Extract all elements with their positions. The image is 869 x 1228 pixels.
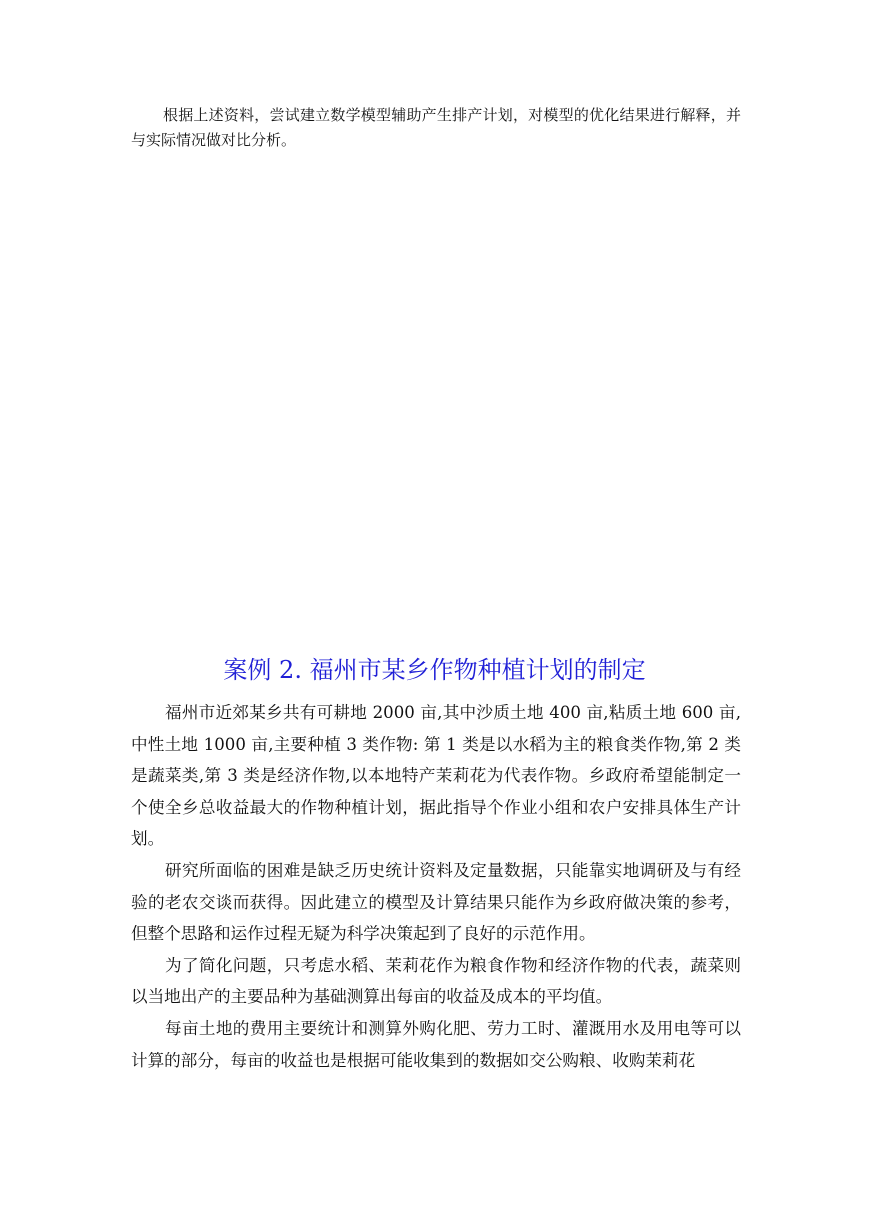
intro-paragraph: 根据上述资料，尝试建立数学模型辅助产生排产计划，对模型的优化结果进行解释，并与实际情况做对比分析。 bbox=[131, 106, 741, 149]
body-paragraph-3: 为了简化问题，只考虑水稻、茉莉花作为粮食作物和经济作物的代表，蔬菜则以当地出产的主要品种为基础测算出每亩的收益及成本的平均值。 bbox=[131, 955, 741, 1007]
body-paragraph-4: 每亩土地的费用主要统计和测算外购化肥、劳力工时、灌溉用水及用电等可以计算的部分，每亩的收益也是根据可能收集到的数据如交公购粮、收购茉莉花 bbox=[131, 1018, 741, 1070]
body-paragraph-1: 福州市近郊某乡共有可耕地 2000 亩,其中沙质土地 400 亩,粘质土地 600 亩,中性土地 1000 亩,主要种植 3 类作物: 第 1 类是以水稻为主的粮食类作物,第 2 类是蔬菜类,第 3 类是经济作物,以本地特产茉莉花为代表作物。乡政府希望能制定一个使全乡总收益最大的作物种植计划，据此指导个作业小组和农户安排具体生产计划。 bbox=[131, 703, 741, 849]
case-title: 案例 2. 福州市某乡作物种植计划的制定 bbox=[223, 656, 646, 684]
body-paragraph-2: 研究所面临的困难是缺乏历史统计资料及定量数据，只能靠实地调研及与有经验的老农交谈而获得。因此建立的模型及计算结果只能作为乡政府做决策的参考，但整个思路和运作过程无疑为科学决策起到了良好的示范作用。 bbox=[131, 860, 741, 944]
case-body bbox=[131, 697, 741, 1076]
